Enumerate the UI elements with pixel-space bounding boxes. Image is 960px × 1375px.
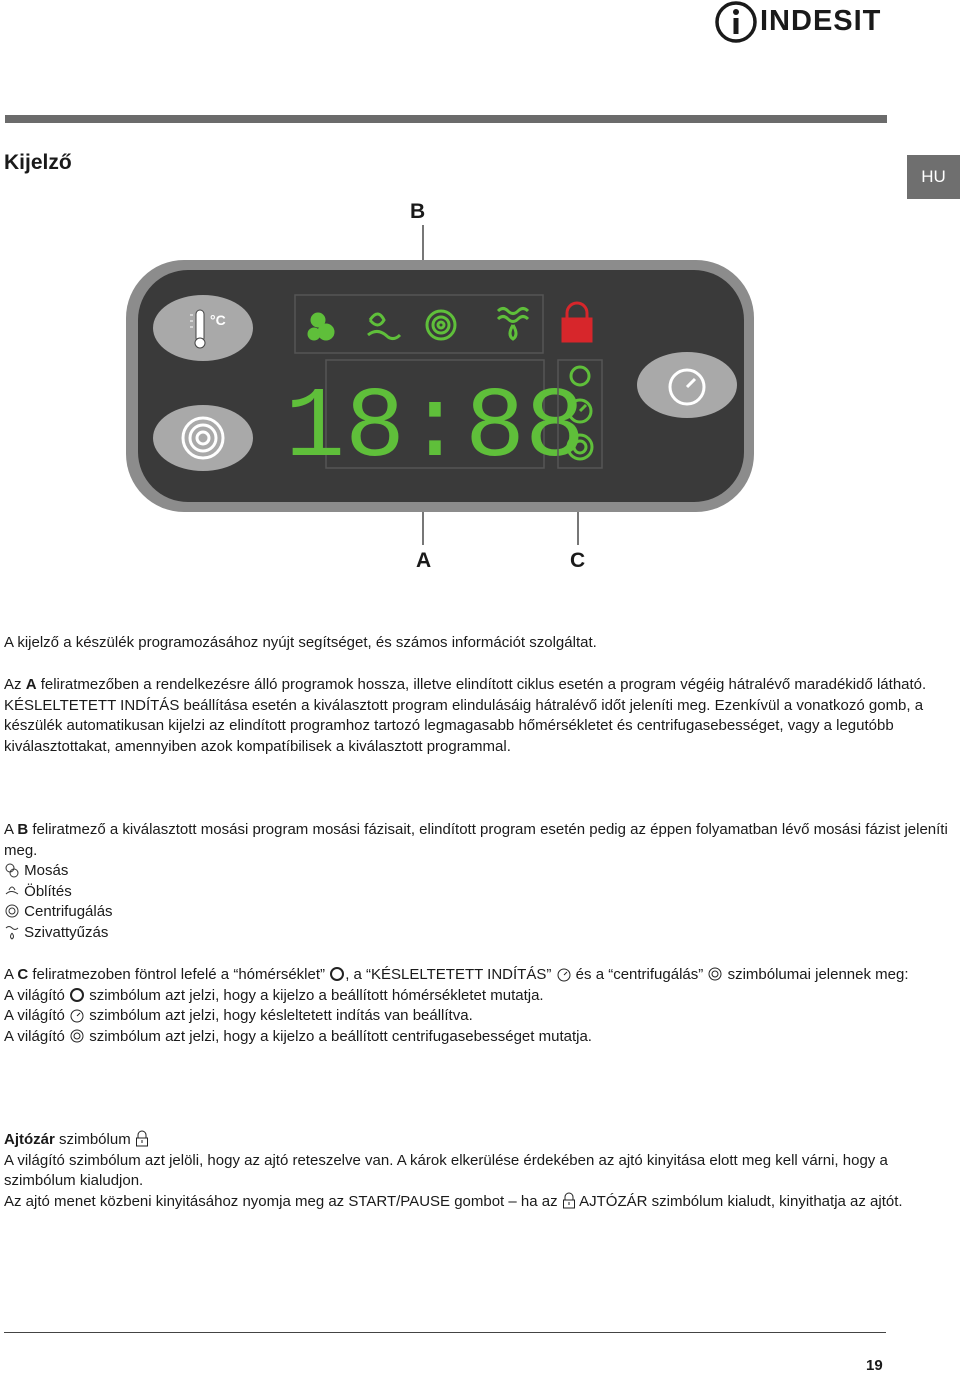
list-item: Mosás [4,861,954,882]
brand-name: INDESIT [760,5,882,37]
door-lock-title: Ajtózár [4,1131,55,1148]
footer-rule [4,1332,886,1333]
intro-paragraph: A kijelző a készülék programozásához nyújt segítséget, és számos információt szolgáltat. [4,634,597,651]
label-a: A [416,549,432,572]
a-paragraph: Az A feliratmezőben a rendelkezésre álló programok hossza, illetve elindított ciklus esetén a program végéig hátralévő maradékidő látható. KÉSLELTETETT INDÍTÁS beállítása esetén a kiválasztott program elindulásáig hátralévő időt jeleníti meg. Ezenkívül a vonatkozó gomb, a készülék automatikusan kijelzi az elindított programhoz tartozó legmagasabb hőmérsékletet és centrifugasebességet, vagy a legutóbb kiválasztottakat, amennyiben azok kompatíbilisek a kiválasztott programmal. [4,676,927,755]
spin-icon [707,966,723,982]
display-panel-illustration [120,195,770,580]
display-diagram [120,195,770,580]
door-lock-icon [562,1192,576,1209]
b-paragraph: A B feliratmező a kiválasztott mosási program mosási fázisait, elindított program esetén pedig az éppen folyamatban lévő mosási fázist jeleníti meg. Mosás Öblítés Centrifugálás Szivattyűzás [4,820,954,944]
header-rule [5,115,887,123]
svg-text:°C: °C [210,312,226,328]
language-tab: HU [907,155,960,199]
door-lock-paragraph: Ajtózár szimbólum A világító szimbólum azt jelöli, hogy az ajtó reteszelve van. A károk elkerülése érdekében az ajtó kinyitása elott meg kell várni, hogy a szimbólum kialudjon. Az ajtó menet közbeni kinyitásához nyomja meg az START/PAUSE gombot – ha az AJTÓZÁR szimbólum kialudt, kinyithatja az ajtót. [4,1131,903,1210]
spin-icon [69,1028,85,1044]
temperature-circle-icon [69,987,85,1003]
delay-timer-icon [556,966,572,982]
label-c: C [570,549,586,572]
drain-icon [4,924,20,940]
wash-icon [4,862,20,878]
page-title: Kijelző [4,151,72,174]
rinse-icon [4,883,20,899]
page-number: 19 [866,1357,883,1374]
spin-icon [4,903,20,919]
list-item: Centrifugálás [4,902,954,923]
c-paragraph: A C feliratmezoben föntrol lefelé a “hómérséklet” , a “KÉSLELTETETT INDÍTÁS” és a “centrifugálás” szimbólumai jelennek meg: A világító szimbólum azt jelzi, hogy a kijelzo a beállított hómérsékletet mutatja. A világító szimbólum azt jelzi, hogy késleltetett indítás van beállítva. A világító szimbólum azt jelzi, hogy a kijelzo a beállított centrifugasebességet mutatja. [4,966,909,1045]
spin-button [153,405,253,471]
delay-timer-icon [69,1007,85,1023]
list-item: Öblítés [4,882,954,903]
list-item: Szivattyűzás [4,923,954,944]
time-digits: 18:88 [284,373,586,486]
indesit-logo-mark [714,0,758,44]
temperature-circle-icon [329,966,345,982]
indesit-logo [714,0,890,44]
label-b: B [410,200,426,223]
door-lock-icon [135,1130,149,1147]
